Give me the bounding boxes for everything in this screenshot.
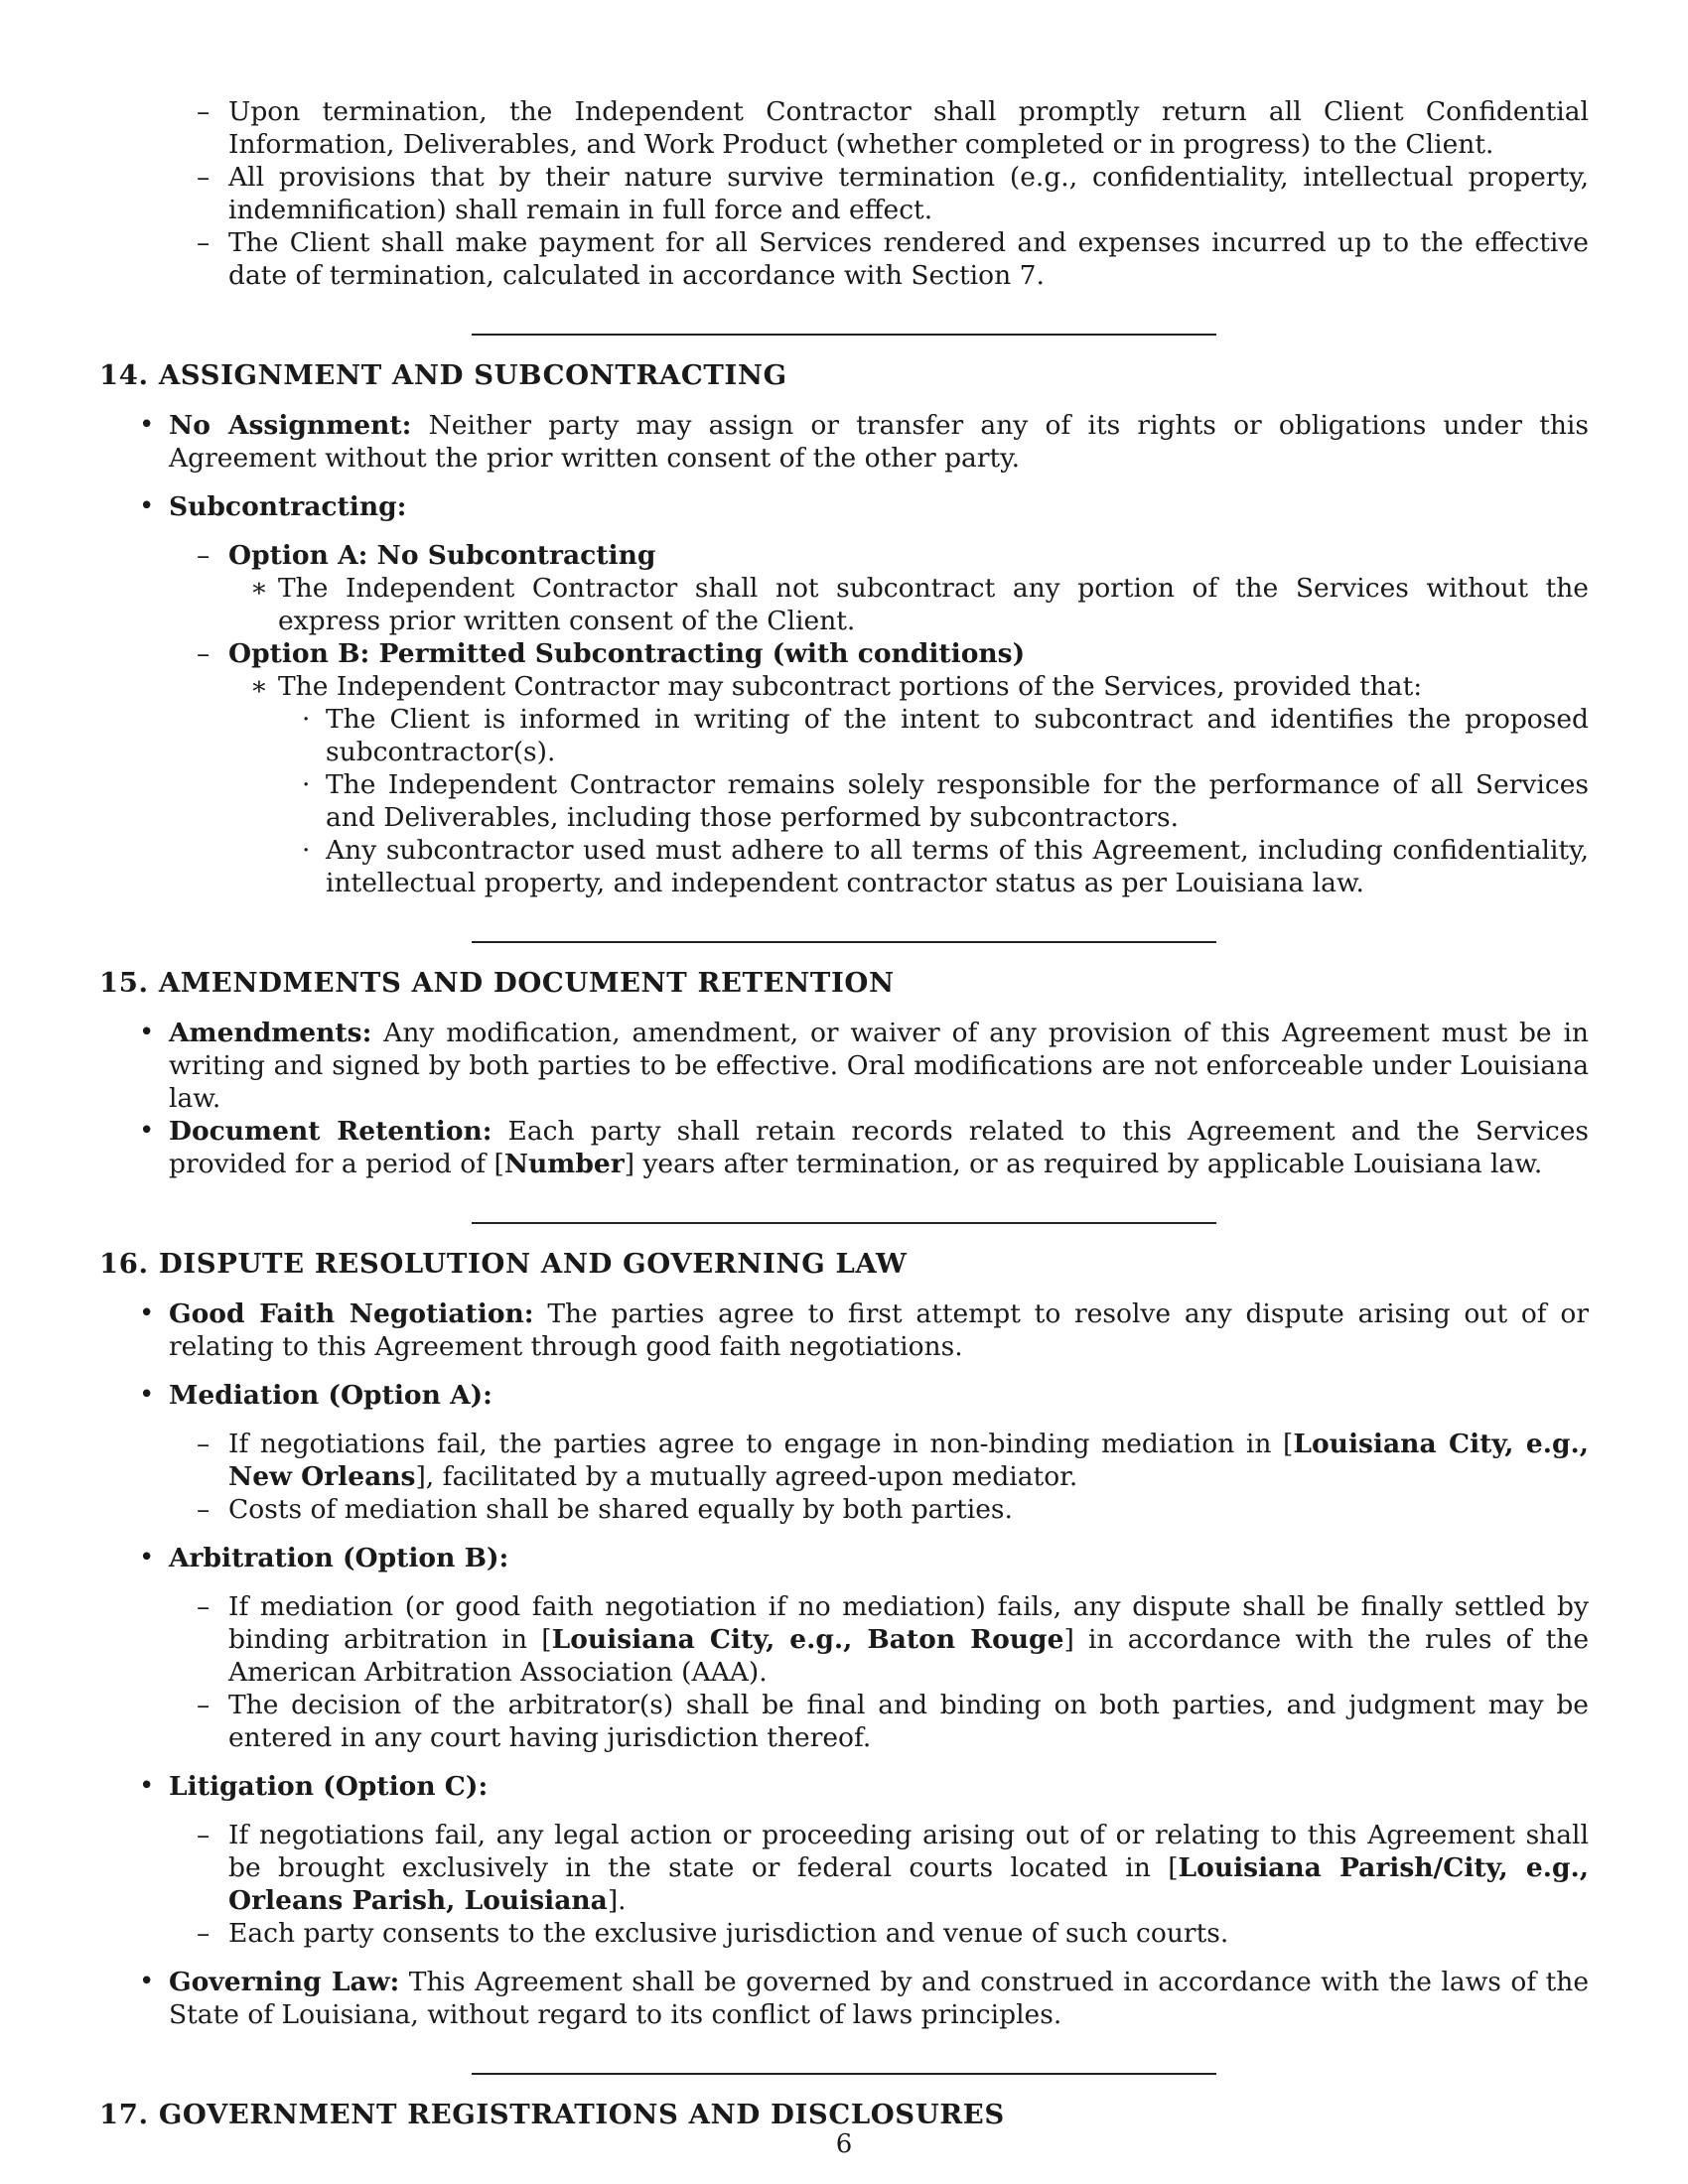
list-item: – Costs of mediation shall be shared equally by both parties. — [197, 1494, 1013, 1525]
placeholder-field: Number — [503, 1149, 625, 1179]
page-number: 6 — [835, 2129, 853, 2159]
section-divider — [472, 2073, 1216, 2075]
arbitration-clause — [99, 1542, 1589, 1574]
bullet-marker: • — [139, 491, 155, 521]
list-item: – If mediation (or good faith negotiation if no mediation) fails, any dispute shall be finally settled by binding arbitration in [Louisiana City, e.g., Baton Rouge] in accordance with the rules of the American Arbitration Association (AAA). — [197, 1591, 1589, 1688]
arbitration-items — [99, 1590, 1589, 1754]
dot-marker: · — [302, 769, 311, 800]
star-marker: ∗ — [250, 573, 269, 604]
dash-marker: – — [197, 1918, 211, 1949]
section-divider — [472, 941, 1216, 943]
section-15-list — [99, 1017, 1589, 1180]
section-15-heading: 15. AMENDMENTS AND DOCUMENT RETENTION — [99, 967, 895, 999]
dash-marker: – — [197, 1494, 211, 1525]
section-16-list — [99, 1297, 1589, 1412]
dash-marker: – — [197, 1591, 211, 1622]
governing-law-clause: • Governing Law: This Agreement shall be governed by and construed in accordance with the laws of the State of Louisiana, without regard to its conflict of laws principles. — [139, 1967, 1589, 2030]
section-14-list — [99, 409, 1589, 523]
list-item: – All provisions that by their nature survive termination (e.g., confidentiality, intellectual property, indemnification) shall remain in full force and effect. — [197, 162, 1589, 225]
option-b: – Option B: Permitted Subcontracting (with conditions) — [197, 638, 1026, 669]
clause-label: Amendments: — [169, 1018, 372, 1048]
list-item: – The Client shall make payment for all Services rendered and expenses incurred up to the effective date of termination, calculated in accordance with Section 7. — [197, 227, 1589, 291]
placeholder-field: Louisiana Parish/City, e.g., Orleans Parish, Louisiana — [228, 1852, 1589, 1916]
condition-item: · The Client is informed in writing of the intent to subcontract and identifies the proposed subcontractor(s). — [302, 704, 1589, 767]
clause-label: Document Retention: — [169, 1116, 492, 1147]
dash-marker: – — [197, 96, 211, 127]
dash-marker: – — [197, 162, 211, 193]
subcontracting-clause — [99, 490, 1589, 523]
document-retention-clause: • Document Retention: Each party shall retain records related to this Agreement and the Services provided for a period of [Number] years after termination, or as required by applicable Louisiana law. — [139, 1116, 1589, 1179]
star-marker: ∗ — [250, 671, 269, 702]
list-item: – If negotiations fail, any legal action or proceeding arising out of or relating to this Agreement shall be brought exclusively in the state or federal courts located in [Louisiana Parish/City, e.g., Orleans Parish, Louisiana]. — [197, 1820, 1589, 1916]
document-page — [99, 95, 1589, 2132]
bullet-marker: • — [139, 1771, 155, 1801]
good-faith-clause: • Good Faith Negotiation: The parties agree to first attempt to resolve any dispute arising out of or relating to this Agreement through good faith negotiations. — [139, 1298, 1590, 1362]
section-16-list-cont2 — [99, 1770, 1589, 1803]
clause-label: Governing Law: — [169, 1967, 400, 1997]
dash-marker: – — [197, 540, 211, 571]
bullet-marker: • — [139, 1380, 155, 1410]
dash-marker: – — [197, 1690, 211, 1720]
list-item: – Each party consents to the exclusive jurisdiction and venue of such courts. — [197, 1918, 1229, 1949]
bullet-marker: • — [139, 1543, 155, 1572]
placeholder-field: Louisiana City, e.g., Baton Rouge — [551, 1624, 1064, 1655]
list-item: – Upon termination, the Independent Contractor shall promptly return all Client Confidential Information, Deliverables, and Work Product (whether completed or in progress) to the Client. — [197, 96, 1589, 160]
dash-marker: – — [197, 638, 211, 669]
section-14-heading: 14. ASSIGNMENT AND SUBCONTRACTING — [99, 359, 787, 391]
option-b-item: ∗ The Independent Contractor may subcontract portions of the Services, provided that: — [250, 671, 1423, 702]
dash-marker: – — [197, 1820, 211, 1850]
mediation-clause — [99, 1379, 1589, 1412]
list-item: – The decision of the arbitrator(s) shall be final and binding on both parties, and judgment may be entered in any court having jurisdiction thereof. — [197, 1690, 1589, 1753]
placeholder-field: Louisiana City, e.g., New Orleans — [228, 1429, 1589, 1492]
clause-label: Arbitration (Option B): — [169, 1543, 509, 1573]
clause-label: No Assignment: — [169, 410, 412, 441]
clause-label: Good Faith Negotiation: — [169, 1298, 534, 1329]
litigation-clause — [99, 1770, 1589, 1803]
list-item: – If negotiations fail, the parties agree to engage in non-binding mediation in [Louisiana City, e.g., New Orleans], facilitated by a mutually agreed-upon mediator. — [197, 1429, 1589, 1492]
condition-item: · Any subcontractor used must adhere to all terms of this Agreement, including confidentiality, intellectual property, and independent contractor status as per Louisiana law. — [302, 835, 1589, 898]
dash-marker: – — [197, 1429, 211, 1459]
section-17-heading: 17. GOVERNMENT REGISTRATIONS AND DISCLOSURES — [99, 2099, 1005, 2130]
no-assignment-clause: • No Assignment: Neither party may assign or transfer any of its rights or obligations under this Agreement without the prior written consent of the other party. — [139, 410, 1590, 474]
clause-label: Subcontracting: — [169, 491, 407, 522]
condition-item: · The Independent Contractor remains solely responsible for the performance of all Services and Deliverables, including those performed by subcontractors. — [302, 769, 1589, 833]
bullet-marker: • — [139, 1018, 155, 1047]
dot-marker: · — [302, 704, 311, 735]
bullet-marker: • — [139, 1116, 155, 1146]
clause-label: Mediation (Option A): — [169, 1380, 492, 1411]
option-a: – Option A: No Subcontracting — [197, 540, 656, 571]
litigation-items — [99, 1819, 1589, 1950]
termination-effects-list — [99, 95, 1589, 292]
section-divider — [472, 334, 1216, 336]
dash-marker: – — [197, 227, 211, 258]
bullet-marker: • — [139, 1967, 155, 1996]
amendments-clause: • Amendments: Any modification, amendment, or waiver of any provision of this Agreement must be in writing and signed by both parties to be effective. Oral modifications are not enforceable under Louisiana law. — [139, 1018, 1589, 1114]
section-divider — [472, 1222, 1216, 1224]
section-16-list-cont — [99, 1542, 1589, 1574]
dot-marker: · — [302, 835, 311, 866]
subcontracting-options — [99, 539, 1589, 899]
bullet-marker: • — [139, 410, 155, 440]
mediation-items — [99, 1428, 1589, 1526]
option-a-item: ∗ The Independent Contractor shall not subcontract any portion of the Services without the express prior written consent of the Client. — [250, 573, 1589, 636]
clause-label: Litigation (Option C): — [169, 1771, 489, 1802]
bullet-marker: • — [139, 1298, 155, 1328]
section-16-list-cont3 — [99, 1966, 1589, 2031]
section-16-heading: 16. DISPUTE RESOLUTION AND GOVERNING LAW — [99, 1248, 908, 1280]
